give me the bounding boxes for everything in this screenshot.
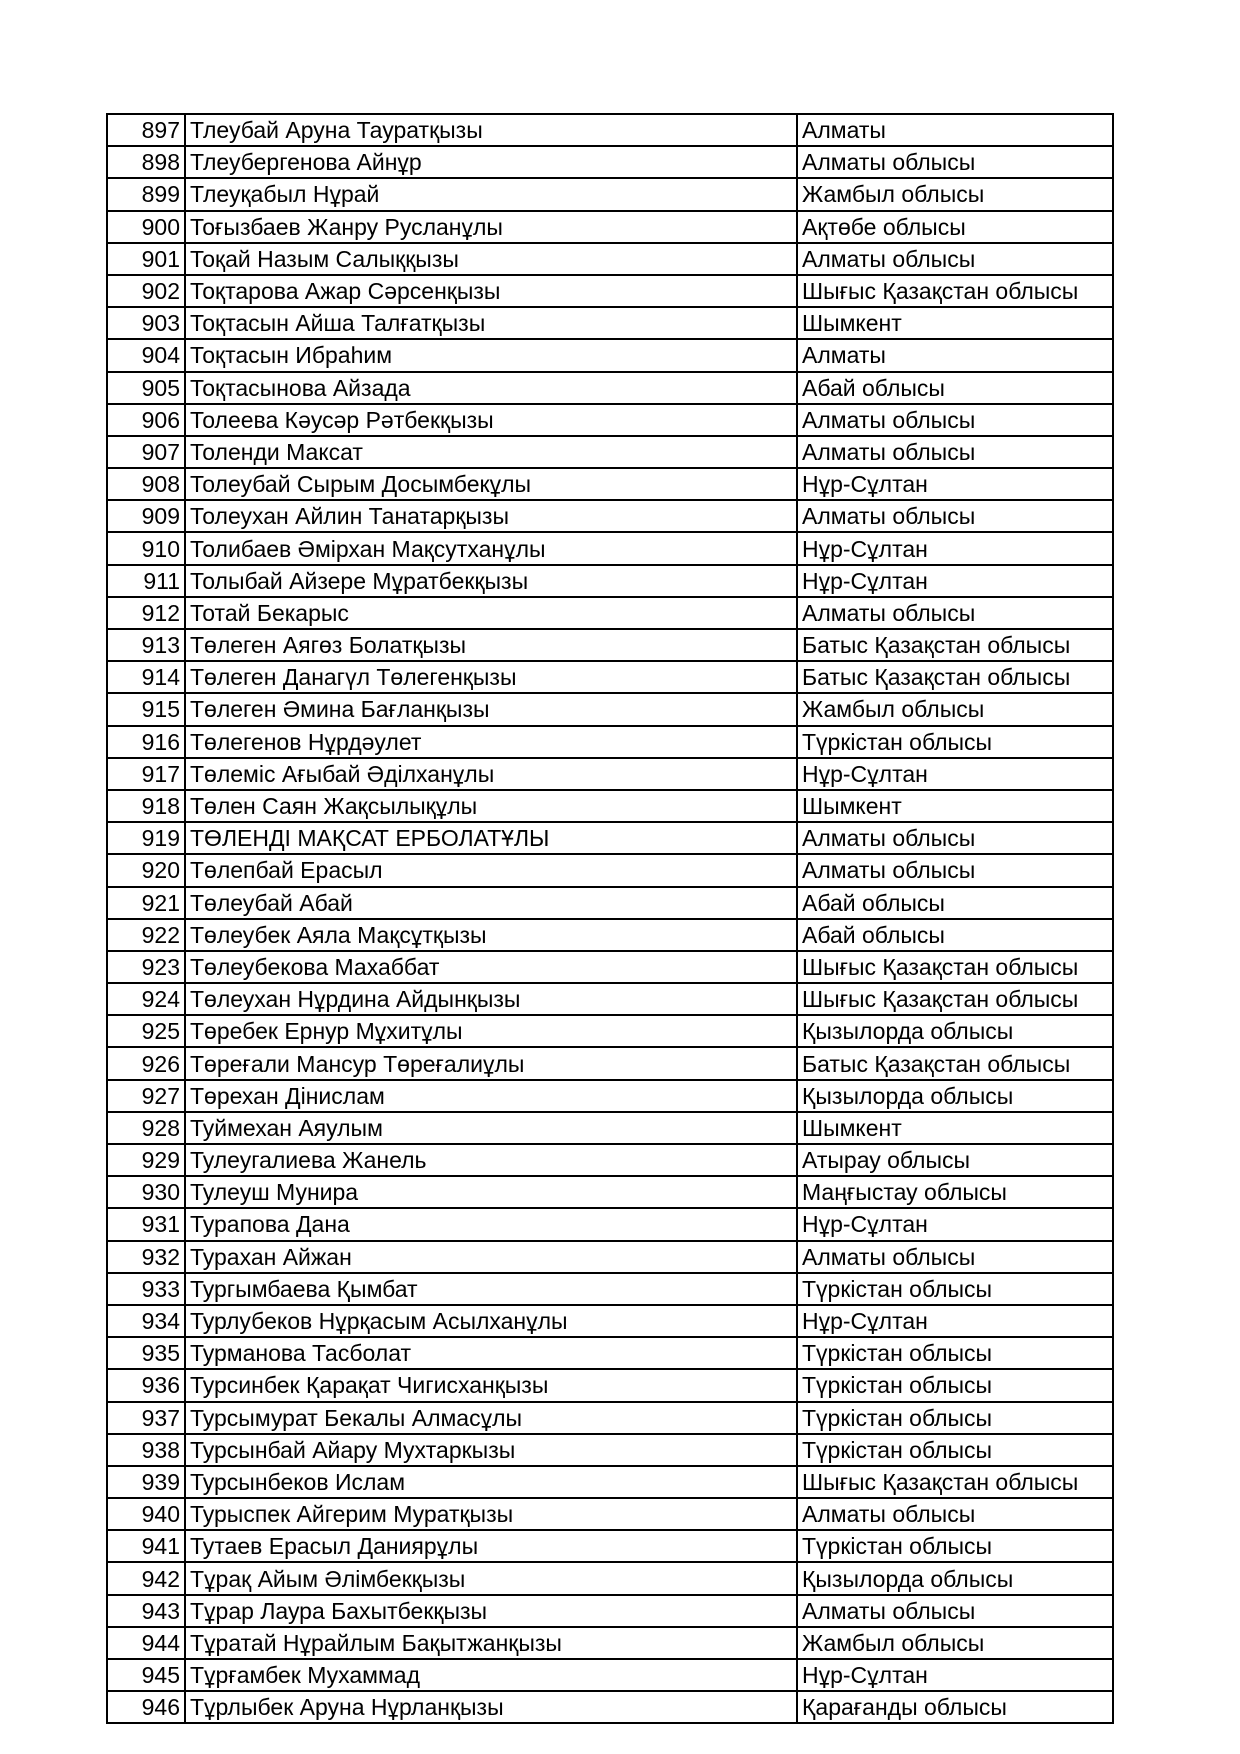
region-cell: Шымкент [797,307,1113,339]
full-name-cell: Төлеген Данагүл Төлегенқызы [185,661,797,693]
row-number-cell: 908 [107,468,185,500]
full-name-cell: Төлеубекова Махаббат [185,951,797,983]
region-cell: Нұр-Сұлтан [797,1305,1113,1337]
table-row [107,211,1113,243]
region-cell: Алматы облысы [797,1498,1113,1530]
region-cell: Қарағанды облысы [797,1691,1113,1723]
full-name-cell: Тоқтасын Ибраһим [185,339,797,371]
row-number-cell: 933 [107,1273,185,1305]
row-number-cell: 928 [107,1112,185,1144]
table-row [107,1498,1113,1530]
table-row [107,1691,1113,1723]
region-cell: Батыс Қазақстан облысы [797,661,1113,693]
full-name-cell: Тулеугалиева Жанель [185,1144,797,1176]
region-cell: Түркістан облысы [797,1369,1113,1401]
region-cell: Түркістан облысы [797,1273,1113,1305]
table-row [107,693,1113,725]
region-cell: Түркістан облысы [797,726,1113,758]
full-name-cell: Тоғызбаев Жанру Русланұлы [185,211,797,243]
region-cell: Қызылорда облысы [797,1080,1113,1112]
full-name-cell: Тоқай Назым Салыққызы [185,243,797,275]
region-cell: Нұр-Сұлтан [797,532,1113,564]
full-name-cell: Төребек Ернур Мұхитұлы [185,1015,797,1047]
row-number-cell: 898 [107,146,185,178]
table-row [107,1530,1113,1562]
region-cell: Нұр-Сұлтан [797,565,1113,597]
table-row [107,404,1113,436]
row-number-cell: 903 [107,307,185,339]
region-cell: Алматы облысы [797,1241,1113,1273]
table-row [107,758,1113,790]
table-row [107,919,1113,951]
full-name-cell: Тлеуқабыл Нұрай [185,178,797,210]
full-name-cell: Төлеген Аягөз Болатқызы [185,629,797,661]
full-name-cell: Төлеген Әмина Бағланқызы [185,693,797,725]
region-cell: Қызылорда облысы [797,1015,1113,1047]
region-cell: Алматы облысы [797,436,1113,468]
table-row [107,1080,1113,1112]
row-number-cell: 921 [107,887,185,919]
row-number-cell: 941 [107,1530,185,1562]
region-cell: Алматы облысы [797,243,1113,275]
row-number-cell: 926 [107,1047,185,1079]
row-number-cell: 916 [107,726,185,758]
table-row [107,532,1113,564]
region-cell: Шымкент [797,1112,1113,1144]
full-name-cell: Турлубеков Нұрқасым Асылханұлы [185,1305,797,1337]
full-name-cell: Төрехан Дінислам [185,1080,797,1112]
full-name-cell: ТӨЛЕНДІ МАҚСАТ ЕРБОЛАТҰЛЫ [185,822,797,854]
region-cell: Шығыс Қазақстан облысы [797,275,1113,307]
region-cell: Түркістан облысы [797,1402,1113,1434]
row-number-cell: 906 [107,404,185,436]
region-cell: Батыс Қазақстан облысы [797,629,1113,661]
row-number-cell: 918 [107,790,185,822]
row-number-cell: 901 [107,243,185,275]
region-cell: Түркістан облысы [797,1434,1113,1466]
row-number-cell: 943 [107,1595,185,1627]
full-name-cell: Толибаев Әмірхан Мақсутханұлы [185,532,797,564]
region-cell: Нұр-Сұлтан [797,1208,1113,1240]
table-row [107,1241,1113,1273]
table-row [107,822,1113,854]
table-row [107,178,1113,210]
row-number-cell: 911 [107,565,185,597]
full-name-cell: Турманова Тасболат [185,1337,797,1369]
table-row [107,1208,1113,1240]
table-row [107,468,1113,500]
region-cell: Батыс Қазақстан облысы [797,1047,1113,1079]
region-cell: Алматы [797,114,1113,146]
table-row [107,1627,1113,1659]
row-number-cell: 927 [107,1080,185,1112]
region-cell: Алматы облысы [797,1595,1113,1627]
row-number-cell: 922 [107,919,185,951]
table-row [107,1112,1113,1144]
row-number-cell: 935 [107,1337,185,1369]
full-name-cell: Турахан Айжан [185,1241,797,1273]
table-row [107,1466,1113,1498]
region-cell: Нұр-Сұлтан [797,1659,1113,1691]
row-number-cell: 917 [107,758,185,790]
row-number-cell: 902 [107,275,185,307]
region-cell: Алматы облысы [797,500,1113,532]
region-cell: Атырау облысы [797,1144,1113,1176]
full-name-cell: Тлеубергенова Айнұр [185,146,797,178]
table-row [107,597,1113,629]
full-name-cell: Тұрақ Айым Әлімбекқызы [185,1562,797,1594]
table-row [107,275,1113,307]
full-name-cell: Турсынбай Айару Мухтаркызы [185,1434,797,1466]
row-number-cell: 920 [107,854,185,886]
table-row [107,1047,1113,1079]
full-name-cell: Турыспек Айгерим Муратқызы [185,1498,797,1530]
region-cell: Ақтөбе облысы [797,211,1113,243]
row-number-cell: 904 [107,339,185,371]
table-row [107,887,1113,919]
row-number-cell: 905 [107,372,185,404]
table-row [107,146,1113,178]
table-row [107,790,1113,822]
full-name-cell: Төлеубай Абай [185,887,797,919]
table-row [107,307,1113,339]
row-number-cell: 924 [107,983,185,1015]
region-cell: Алматы облысы [797,854,1113,886]
row-number-cell: 944 [107,1627,185,1659]
row-number-cell: 897 [107,114,185,146]
region-cell: Шымкент [797,790,1113,822]
region-cell: Түркістан облысы [797,1337,1113,1369]
full-name-cell: Тұрлыбек Аруна Нұрланқызы [185,1691,797,1723]
roster-table-body [107,114,1113,1723]
region-cell: Жамбыл облысы [797,693,1113,725]
full-name-cell: Тоқтасын Айша Талғатқызы [185,307,797,339]
region-cell: Жамбыл облысы [797,1627,1113,1659]
region-cell: Алматы облысы [797,146,1113,178]
table-row [107,1402,1113,1434]
full-name-cell: Тургымбаева Қымбат [185,1273,797,1305]
table-row [107,1595,1113,1627]
row-number-cell: 925 [107,1015,185,1047]
row-number-cell: 936 [107,1369,185,1401]
row-number-cell: 937 [107,1402,185,1434]
table-row [107,1305,1113,1337]
table-row [107,114,1113,146]
table-row [107,1337,1113,1369]
row-number-cell: 913 [107,629,185,661]
full-name-cell: Тоқтасынова Айзада [185,372,797,404]
region-cell: Шығыс Қазақстан облысы [797,1466,1113,1498]
row-number-cell: 946 [107,1691,185,1723]
table-row [107,661,1113,693]
full-name-cell: Туймехан Аяулым [185,1112,797,1144]
region-cell: Жамбыл облысы [797,178,1113,210]
full-name-cell: Төлеубек Аяла Мақсұтқызы [185,919,797,951]
row-number-cell: 929 [107,1144,185,1176]
region-cell: Маңғыстау облысы [797,1176,1113,1208]
table-row [107,1659,1113,1691]
table-row [107,339,1113,371]
full-name-cell: Турсинбек Қарақат Чигисханқызы [185,1369,797,1401]
row-number-cell: 930 [107,1176,185,1208]
region-cell: Алматы облысы [797,597,1113,629]
full-name-cell: Тұрар Лаура Бахытбекқызы [185,1595,797,1627]
region-cell: Қызылорда облысы [797,1562,1113,1594]
full-name-cell: Толенди Максат [185,436,797,468]
roster-table [106,113,1114,1724]
row-number-cell: 919 [107,822,185,854]
row-number-cell: 942 [107,1562,185,1594]
table-row [107,1434,1113,1466]
row-number-cell: 938 [107,1434,185,1466]
full-name-cell: Толеубай Сырым Досымбекұлы [185,468,797,500]
table-row [107,436,1113,468]
row-number-cell: 899 [107,178,185,210]
full-name-cell: Төлепбай Ерасыл [185,854,797,886]
row-number-cell: 934 [107,1305,185,1337]
row-number-cell: 909 [107,500,185,532]
row-number-cell: 923 [107,951,185,983]
row-number-cell: 915 [107,693,185,725]
table-row [107,629,1113,661]
region-cell: Абай облысы [797,372,1113,404]
table-row [107,1273,1113,1305]
full-name-cell: Тлеубай Аруна Тауратқызы [185,114,797,146]
region-cell: Нұр-Сұлтан [797,758,1113,790]
full-name-cell: Турсынбеков Ислам [185,1466,797,1498]
row-number-cell: 932 [107,1241,185,1273]
full-name-cell: Тұрғамбек Мухаммад [185,1659,797,1691]
full-name-cell: Тотай Бекарыс [185,597,797,629]
row-number-cell: 907 [107,436,185,468]
row-number-cell: 912 [107,597,185,629]
table-row [107,372,1113,404]
region-cell: Нұр-Сұлтан [797,468,1113,500]
row-number-cell: 900 [107,211,185,243]
table-row [107,983,1113,1015]
table-row [107,1176,1113,1208]
full-name-cell: Турапова Дана [185,1208,797,1240]
region-cell: Шығыс Қазақстан облысы [797,983,1113,1015]
table-row [107,565,1113,597]
full-name-cell: Толеухан Айлин Танатарқызы [185,500,797,532]
full-name-cell: Төлеухан Нұрдина Айдынқызы [185,983,797,1015]
full-name-cell: Тұратай Нұрайлым Бақытжанқызы [185,1627,797,1659]
full-name-cell: Төлегенов Нұрдәулет [185,726,797,758]
table-row [107,243,1113,275]
region-cell: Абай облысы [797,887,1113,919]
full-name-cell: Тутаев Ерасыл Даниярұлы [185,1530,797,1562]
row-number-cell: 945 [107,1659,185,1691]
full-name-cell: Төлеміс Ағыбай Әділханұлы [185,758,797,790]
row-number-cell: 939 [107,1466,185,1498]
row-number-cell: 931 [107,1208,185,1240]
full-name-cell: Төлен Саян Жақсылықұлы [185,790,797,822]
table-row [107,951,1113,983]
full-name-cell: Тоқтарова Ажар Сәрсенқызы [185,275,797,307]
region-cell: Абай облысы [797,919,1113,951]
table-row [107,1369,1113,1401]
full-name-cell: Толыбай Айзере Мұратбекқызы [185,565,797,597]
table-row [107,500,1113,532]
table-row [107,1015,1113,1047]
table-row [107,1562,1113,1594]
region-cell: Түркістан облысы [797,1530,1113,1562]
table-row [107,1144,1113,1176]
table-row [107,726,1113,758]
full-name-cell: Турсымурат Бекалы Алмасұлы [185,1402,797,1434]
region-cell: Алматы облысы [797,822,1113,854]
region-cell: Алматы облысы [797,404,1113,436]
full-name-cell: Тулеуш Мунира [185,1176,797,1208]
row-number-cell: 910 [107,532,185,564]
region-cell: Шығыс Қазақстан облысы [797,951,1113,983]
full-name-cell: Толеева Кәусәр Рәтбекқызы [185,404,797,436]
full-name-cell: Төреғали Мансур Төреғалиұлы [185,1047,797,1079]
row-number-cell: 914 [107,661,185,693]
table-row [107,854,1113,886]
region-cell: Алматы [797,339,1113,371]
row-number-cell: 940 [107,1498,185,1530]
